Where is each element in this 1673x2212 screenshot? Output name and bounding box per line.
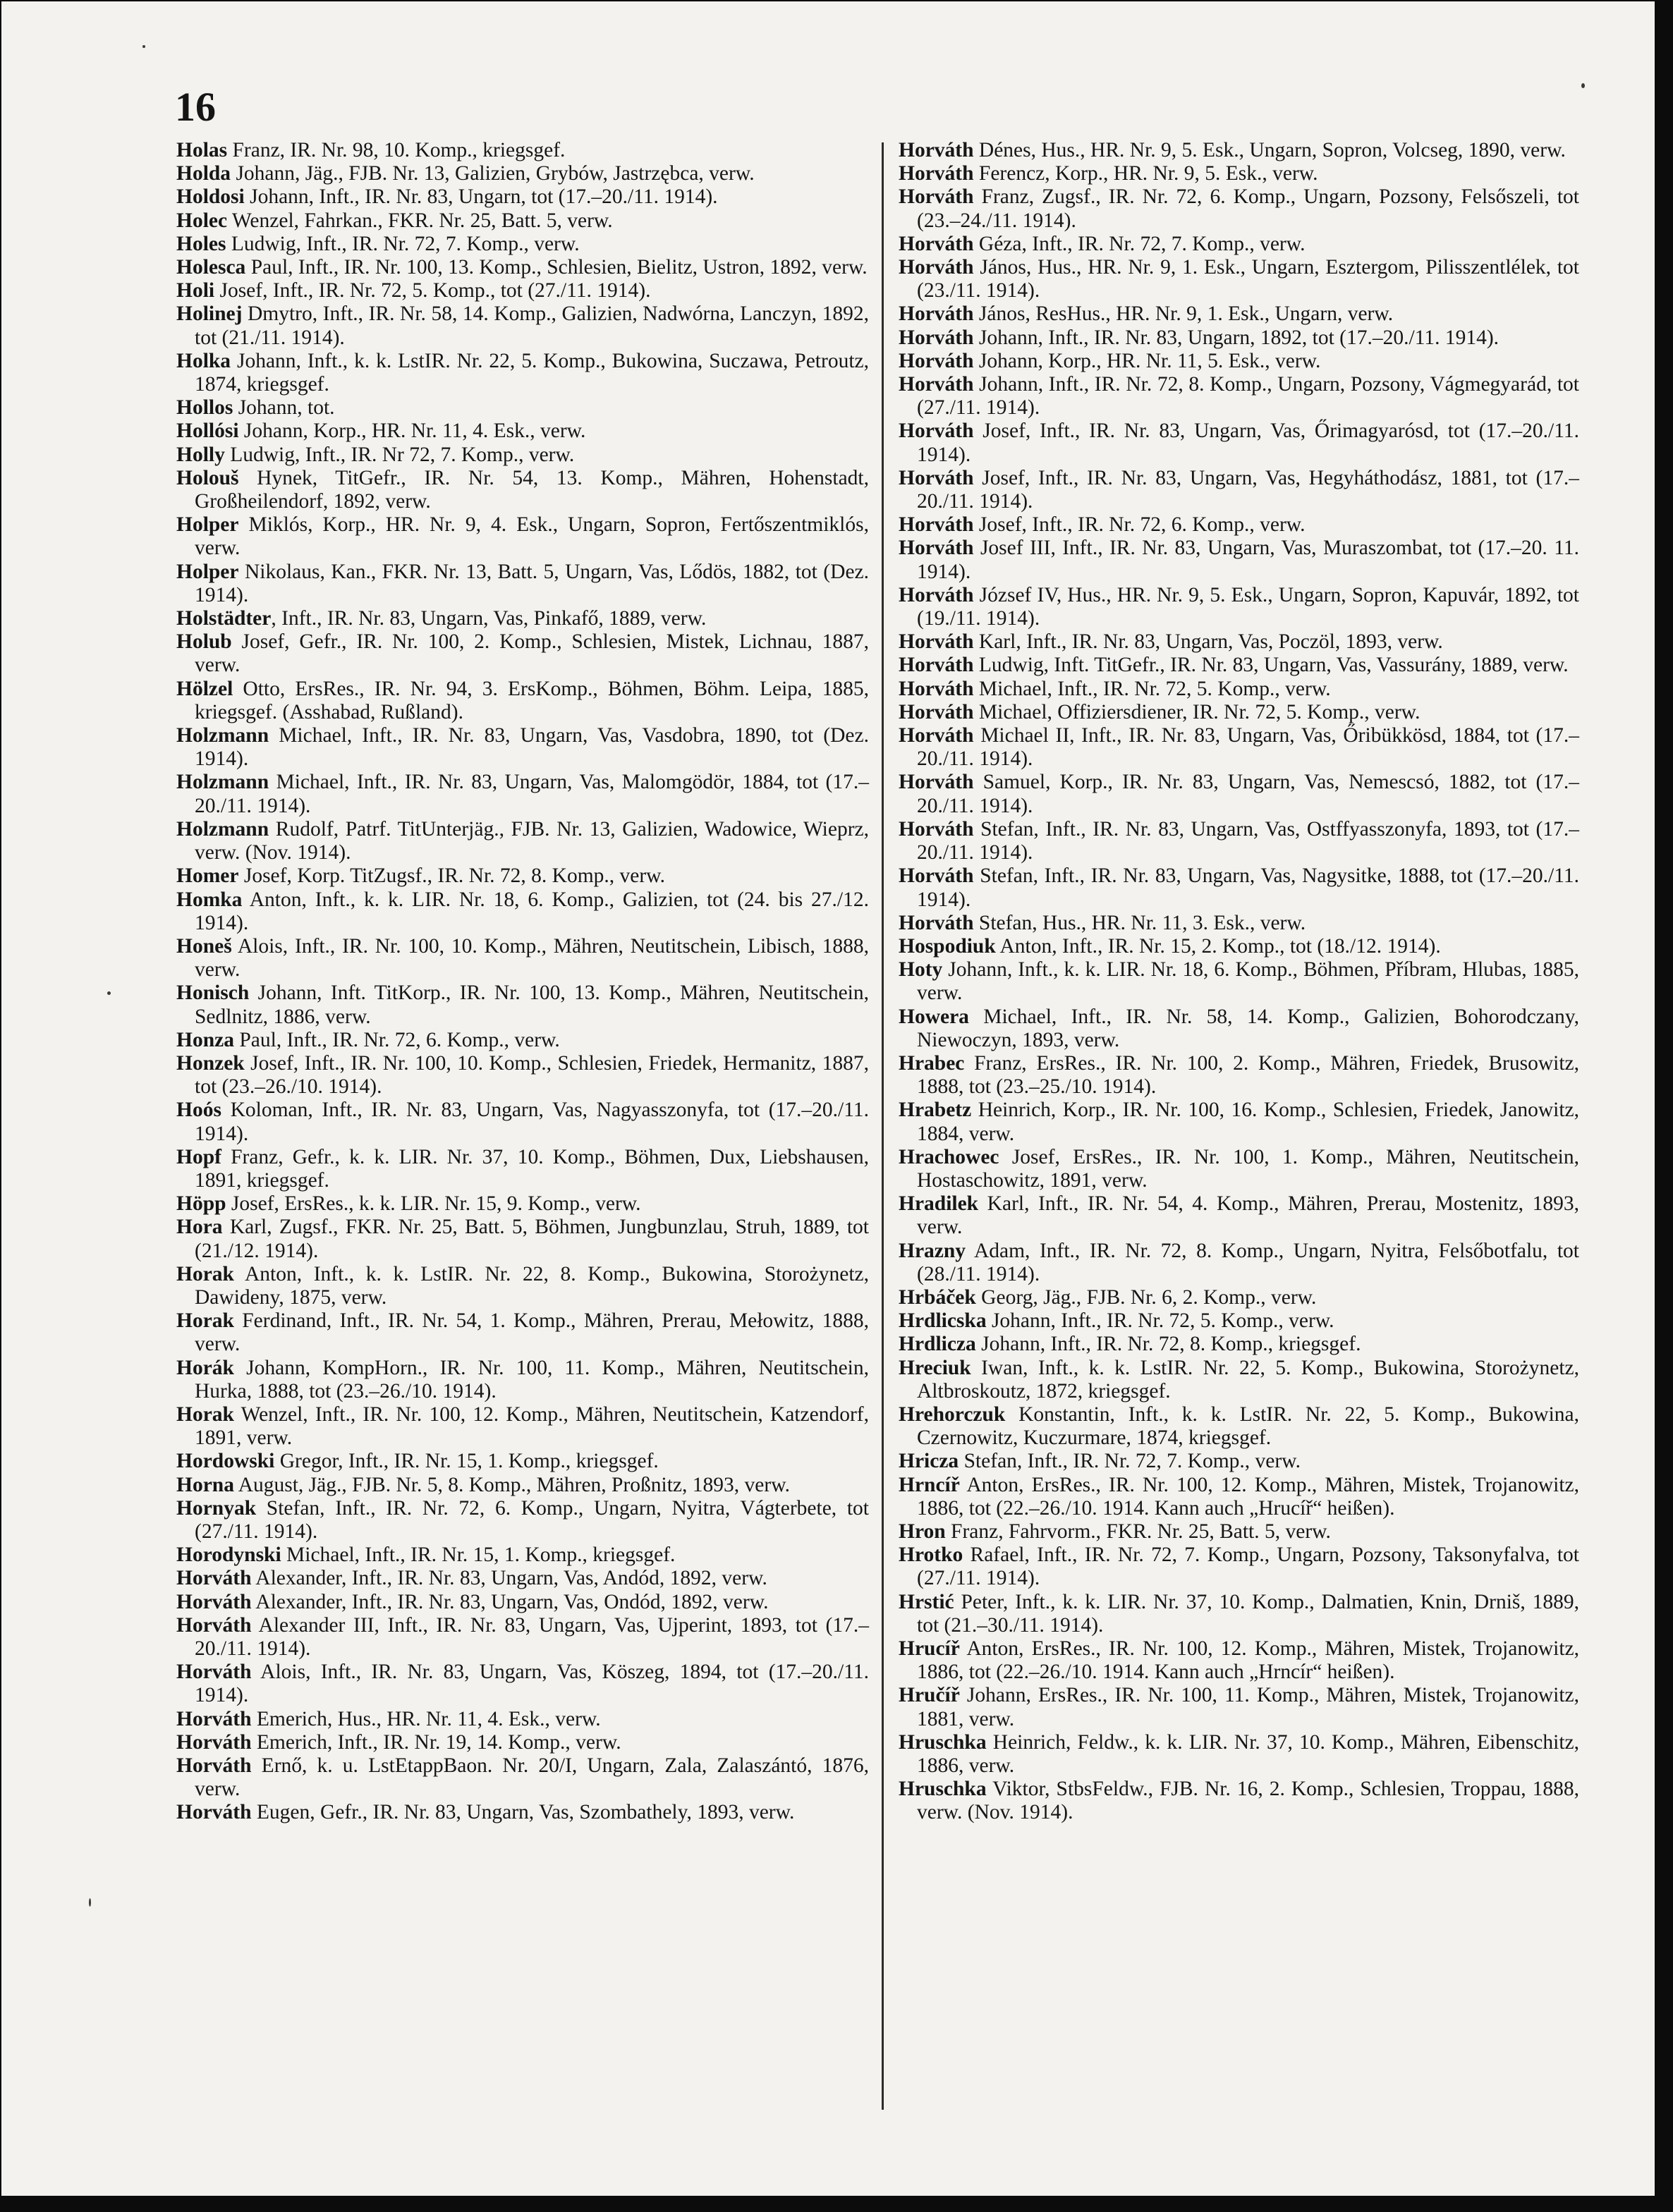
- register-entry: [176, 1497, 869, 1544]
- entry-details: Johann, Inft., IR. Nr. 83, Ungarn, tot (17.–20./11. 1914).: [244, 185, 718, 209]
- register-entry: [899, 373, 1579, 420]
- entry-surname: Horváth: [899, 420, 974, 443]
- entry-surname: Holinej: [176, 303, 243, 326]
- entry-surname: Horváth: [899, 724, 974, 747]
- entry-surname: Horák: [176, 1356, 234, 1379]
- register-entry: [176, 444, 869, 467]
- register-entry: [899, 1403, 1579, 1450]
- entry-details: Paul, Inft., IR. Nr. 100, 13. Komp., Schlesien, Bielitz, Ustron, 1892, verw.: [245, 256, 868, 279]
- entry-surname: Hrazny: [899, 1239, 966, 1262]
- entry-surname: Hospodiuk: [899, 934, 996, 958]
- entry-surname: Hručíř: [899, 1684, 960, 1707]
- register-entry: [176, 888, 869, 935]
- entry-details: Wenzel, Inft., IR. Nr. 100, 12. Komp., Mähren, Neutitschein, Katzendorf, 1891, verw.: [195, 1403, 869, 1450]
- register-entry: [176, 209, 869, 233]
- entry-details: Johann, Inft., IR. Nr. 72, 8. Komp., kriegsgef.: [975, 1333, 1361, 1356]
- entry-surname: Holouš: [176, 466, 239, 489]
- entry-details: Anton, Inft., IR. Nr. 15, 2. Komp., tot (18./12. 1914).: [995, 934, 1441, 958]
- entry-surname: Honza: [176, 1028, 234, 1051]
- entry-surname: Horváth: [899, 864, 974, 888]
- register-entry: [899, 912, 1579, 935]
- entry-details: Heinrich, Feldw., k. k. LIR. Nr. 37, 10. Komp., Mähren, Eibenschitz, 1886, verw.: [917, 1730, 1579, 1778]
- entry-surname: Horváth: [899, 817, 974, 841]
- register-entry: [899, 1731, 1579, 1778]
- entry-surname: Holzmann: [176, 724, 269, 747]
- entry-details: Anton, ErsRes., IR. Nr. 100, 12. Komp., Mähren, Mistek, Trojanowitz, 1886, tot (22.–26./10. 1914. Kann auch „Hrucíř“ heißen).: [917, 1473, 1579, 1520]
- entry-details: Josef, ErsRes., IR. Nr. 100, 1. Komp., Mähren, Neutitschein, Hostaschowitz, 1891, verw.: [917, 1145, 1579, 1192]
- entry-details: Franz, Gefr., k. k. LIR. Nr. 37, 10. Komp., Böhmen, Dux, Liebshausen, 1891, kriegsgef.: [195, 1145, 869, 1192]
- scan-speck: [89, 1898, 91, 1907]
- register-entry: [176, 1357, 869, 1403]
- register-entry: [176, 630, 869, 677]
- register-entry: [176, 935, 869, 982]
- entry-details: Paul, Inft., IR. Nr. 72, 6. Komp., verw.: [233, 1028, 560, 1051]
- register-entry: [176, 396, 869, 420]
- register-entry: [176, 279, 869, 303]
- entry-surname: Hölzel: [176, 677, 233, 700]
- entry-details: Koloman, Inft., IR. Nr. 83, Ungarn, Vas, Nagyasszonyfa, tot (17.–20./11. 1914).: [195, 1099, 869, 1145]
- entry-details: Josef, Inft., IR. Nr. 83, Ungarn, Vas, Hegyháthodász, 1881, tot (17.–20./11. 1914).: [917, 466, 1579, 513]
- register-entry: [176, 771, 869, 817]
- entry-details: Michael, Inft., IR. Nr. 83, Ungarn, Vas, Malomgödör, 1884, tot (17.–20./11. 1914).: [195, 771, 869, 817]
- entry-surname: Horváth: [899, 654, 974, 677]
- entry-surname: Horak: [176, 1309, 234, 1333]
- entry-details: Josef, Korp. TitZugsf., IR. Nr. 72, 8. Komp., verw.: [238, 864, 665, 888]
- register-entry: [899, 350, 1579, 373]
- entry-details: Michael, Inft., IR. Nr. 72, 5. Komp., verw.: [973, 677, 1331, 700]
- register-entry: [176, 1591, 869, 1614]
- entry-details: Wenzel, Fahrkan., FKR. Nr. 25, Batt. 5, verw.: [227, 209, 613, 232]
- register-entry: [176, 256, 869, 279]
- entry-details: Alexander, Inft., IR. Nr. 83, Ungarn, Vas, Andód, 1892, verw.: [251, 1567, 767, 1590]
- entry-details: Emerich, Inft., IR. Nr. 19, 14. Komp., verw.: [251, 1730, 621, 1754]
- entry-details: Johann, tot.: [233, 396, 335, 420]
- entry-surname: Horváth: [899, 139, 974, 161]
- register-entry: [899, 1192, 1579, 1239]
- entry-surname: Holesca: [176, 256, 246, 279]
- entry-details: Stefan, Inft., IR. Nr. 72, 6. Komp., Ungarn, Nyitra, Vágterbete, tot (27./11. 1914).: [195, 1496, 869, 1543]
- entry-details: Peter, Inft., k. k. LIR. Nr. 37, 10. Komp., Dalmatien, Knin, Drniš, 1889, tot (21.–30./11. 1914).: [917, 1590, 1579, 1637]
- entry-surname: Holi: [176, 279, 215, 303]
- entry-surname: Horváth: [899, 303, 974, 326]
- entry-surname: Horváth: [176, 1730, 252, 1754]
- register-entry: [176, 1029, 869, 1052]
- register-entry: [176, 1708, 869, 1731]
- entry-surname: Hopf: [176, 1145, 221, 1168]
- entry-details: Anton, Inft., k. k. LIR. Nr. 18, 6. Komp., Galizien, tot (24. bis 27./12. 1914).: [195, 888, 869, 934]
- scan-speck: [1581, 83, 1585, 88]
- register-entry: [899, 256, 1579, 303]
- entry-details: Emerich, Hus., HR. Nr. 11, 4. Esk., verw.: [251, 1707, 601, 1730]
- entry-details: Nikolaus, Kan., FKR. Nr. 13, Batt. 5, Ungarn, Vas, Lődös, 1882, tot (Dez. 1914).: [195, 560, 869, 606]
- register-entry: [176, 513, 869, 560]
- entry-details: Johann, Inft., IR. Nr. 83, Ungarn, 1892, tot (17.–20./11. 1914).: [973, 326, 1499, 349]
- entry-surname: Honeš: [176, 934, 232, 958]
- entry-details: Johann, Inft., k. k. LstIR. Nr. 22, 5. Komp., Bukowina, Suczawa, Petroutz, 1874, kriegsgef.: [195, 349, 869, 396]
- entry-details: Stefan, Inft., IR. Nr. 72, 7. Komp., verw.: [959, 1450, 1301, 1473]
- left-column: [176, 139, 869, 1825]
- entry-surname: Horváth: [176, 1661, 252, 1684]
- entry-surname: Höpp: [176, 1192, 226, 1216]
- entry-details: Ernő, k. u. LstEtappBaon. Nr. 20/I, Ungarn, Zala, Zalaszántó, 1876, verw.: [195, 1754, 869, 1801]
- register-entry: [899, 1778, 1579, 1824]
- entry-details: Ludwig, Inft., IR. Nr. 72, 7. Komp., verw.: [226, 232, 580, 255]
- register-entry: [176, 185, 869, 209]
- entry-details: Gregor, Inft., IR. Nr. 15, 1. Komp., kriegsgef.: [274, 1450, 659, 1473]
- entry-surname: Holper: [176, 513, 239, 537]
- entry-details: Géza, Inft., IR. Nr. 72, 7. Komp., verw.: [973, 232, 1306, 255]
- entry-details: Dénes, Hus., HR. Nr. 9, 5. Esk., Ungarn, Sopron, Volcseg, 1890, verw.: [973, 139, 1566, 161]
- entry-details: Anton, ErsRes., IR. Nr. 100, 12. Komp., Mähren, Mistek, Trojanowitz, 1886, tot (22.–26./10. 1914. Kann auch „Hrncír“ heißen).: [917, 1637, 1579, 1684]
- register-entry: [899, 724, 1579, 771]
- register-entry: [899, 1474, 1579, 1520]
- entry-surname: Howera: [899, 1005, 969, 1028]
- entry-surname: Hrotko: [899, 1544, 963, 1567]
- right-column: [899, 139, 1579, 1825]
- entry-details: Michael, Inft., IR. Nr. 15, 1. Komp., kriegsgef.: [281, 1544, 676, 1567]
- entry-details: Samuel, Korp., IR. Nr. 83, Ungarn, Vas, Nemescsó, 1882, tot (17.–20./11. 1914).: [917, 771, 1579, 817]
- entry-details: Eugen, Gefr., IR. Nr. 83, Ungarn, Vas, Szombathely, 1893, verw.: [251, 1801, 795, 1824]
- scan-speck: [142, 45, 145, 48]
- register-entry: [176, 1309, 869, 1356]
- entry-details: Ludwig, Inft., IR. Nr 72, 7. Komp., verw.: [224, 443, 575, 466]
- register-entry: [899, 233, 1579, 256]
- register-entry: [899, 467, 1579, 513]
- entry-surname: Hrstić: [899, 1590, 954, 1613]
- register-entry: [176, 1146, 869, 1192]
- entry-surname: Holstädter: [176, 607, 272, 630]
- entry-details: Alexander III, Inft., IR. Nr. 83, Ungarn, Vas, Ujperint, 1893, tot (17.–20./11. 1914).: [195, 1613, 869, 1660]
- register-entry: [176, 1052, 869, 1099]
- entry-details: Miklós, Korp., HR. Nr. 9, 4. Esk., Ungarn, Sopron, Fertőszentmiklós, verw.: [195, 513, 869, 560]
- entry-surname: Horak: [176, 1262, 234, 1285]
- register-entry: [899, 420, 1579, 466]
- register-entry: [899, 1333, 1579, 1356]
- entry-details: , Inft., IR. Nr. 83, Ungarn, Vas, Pinkafő, 1889, verw.: [271, 607, 707, 630]
- entry-surname: Hornyak: [176, 1496, 257, 1520]
- entry-surname: Hruschka: [899, 1778, 987, 1801]
- entry-details: Alexander, Inft., IR. Nr. 83, Ungarn, Vas, Ondód, 1892, verw.: [251, 1590, 769, 1613]
- entry-details: Johann, Inft., IR. Nr. 72, 5. Komp., verw.: [986, 1309, 1334, 1333]
- entry-surname: Hreciuk: [899, 1356, 971, 1379]
- entry-surname: Horváth: [899, 677, 974, 700]
- entry-surname: Horváth: [899, 162, 974, 185]
- register-entry: [176, 1544, 869, 1567]
- entry-details: Iwan, Inft., k. k. LstIR. Nr. 22, 5. Komp., Bukowina, Storożynetz, Altbroskoutz, 1872, kriegsgef.: [917, 1356, 1579, 1403]
- entry-details: Josef, Inft., IR. Nr. 100, 10. Komp., Schlesien, Friedek, Hermanitz, 1887, tot (23.–26./10. 1914).: [195, 1051, 869, 1099]
- register-entry: [176, 1192, 869, 1216]
- entry-surname: Hrdlicza: [899, 1333, 976, 1356]
- entry-surname: Holzmann: [176, 817, 269, 841]
- entry-details: Stefan, Hus., HR. Nr. 11, 3. Esk., verw.: [973, 911, 1306, 934]
- entry-details: Adam, Inft., IR. Nr. 72, 8. Komp., Ungarn, Nyitra, Felsőbotfalu, tot (28./11. 1914).: [917, 1239, 1579, 1285]
- entry-details: Michael, Inft., IR. Nr. 83, Ungarn, Vas, Vasdobra, 1890, tot (Dez. 1914).: [195, 724, 869, 771]
- entry-details: Georg, Jäg., FJB. Nr. 6, 2. Komp., verw.: [975, 1285, 1317, 1309]
- entry-surname: Honzek: [176, 1051, 245, 1075]
- entry-surname: Horváth: [899, 771, 974, 794]
- entry-details: Franz, Fahrvorm., FKR. Nr. 25, Batt. 5, verw.: [945, 1520, 1331, 1543]
- entry-details: Rafael, Inft., IR. Nr. 72, 7. Komp., Ungarn, Pozsony, Taksonyfalva, tot (27./11. 1914).: [917, 1544, 1579, 1590]
- register-entry: [899, 162, 1579, 185]
- entry-details: János, Hus., HR. Nr. 9, 1. Esk., Ungarn, Esztergom, Pilisszentlélek, tot (23./11. 1914).: [917, 256, 1579, 303]
- register-entry: [176, 1754, 869, 1801]
- entry-details: Josef, Inft., IR. Nr. 72, 6. Komp., verw.: [973, 513, 1306, 537]
- register-entry: [899, 303, 1579, 326]
- register-entry: [176, 1099, 869, 1145]
- entry-details: Johann, ErsRes., IR. Nr. 100, 11. Komp., Mähren, Mistek, Trojanowitz, 1881, verw.: [917, 1684, 1579, 1730]
- register-entry: [176, 1403, 869, 1450]
- register-entry: [899, 1146, 1579, 1192]
- register-entry: [176, 1801, 869, 1824]
- entry-surname: Horváth: [899, 185, 974, 209]
- entry-details: Alois, Inft., IR. Nr. 100, 10. Komp., Mähren, Neutitschein, Libisch, 1888, verw.: [195, 934, 869, 982]
- entry-surname: Horváth: [176, 1801, 252, 1824]
- entry-details: Josef III, Inft., IR. Nr. 83, Ungarn, Vas, Muraszombat, tot (17.–20. 11. 1914).: [917, 537, 1579, 583]
- register-entry: [176, 303, 869, 349]
- entry-surname: Hricza: [899, 1450, 959, 1473]
- entry-surname: Horváth: [176, 1613, 252, 1637]
- entry-surname: Homer: [176, 864, 239, 888]
- entry-details: Franz, Zugsf., IR. Nr. 72, 6. Komp., Ungarn, Pozsony, Felsőszeli, tot (23.–24./11. 1914).: [917, 185, 1579, 232]
- register-entry: [899, 771, 1579, 817]
- entry-surname: Hrucíř: [899, 1637, 960, 1660]
- register-entry: [176, 467, 869, 513]
- entry-surname: Horváth: [899, 256, 974, 279]
- entry-details: Karl, Zugsf., FKR. Nr. 25, Batt. 5, Böhmen, Jungbunzlau, Struh, 1889, tot (21./12. 1914).: [195, 1216, 869, 1262]
- register-entry: [899, 139, 1579, 162]
- register-entry: [899, 1684, 1579, 1730]
- entry-surname: Holka: [176, 349, 231, 372]
- entry-surname: Hrdlicska: [899, 1309, 987, 1333]
- entry-surname: Holdosi: [176, 185, 245, 209]
- entry-surname: Horváth: [899, 232, 974, 255]
- entry-surname: Horváth: [176, 1567, 252, 1590]
- register-entry: [176, 1567, 869, 1590]
- register-entry: [176, 233, 869, 256]
- register-entry: [176, 982, 869, 1028]
- entry-details: Stefan, Inft., IR. Nr. 83, Ungarn, Vas, Ostffyasszonyfa, 1893, tot (17.–20./11. 1914).: [917, 817, 1579, 864]
- register-entry: [176, 1661, 869, 1707]
- entry-surname: Hollósi: [176, 420, 239, 443]
- register-entry: [176, 864, 869, 888]
- register-entry: [899, 1309, 1579, 1333]
- register-entry: [176, 1731, 869, 1754]
- entry-details: Johann, Inft., IR. Nr. 72, 8. Komp., Ungarn, Pozsony, Vágmegyarád, tot (27./11. 1914).: [917, 373, 1579, 420]
- entry-surname: Horváth: [899, 349, 974, 372]
- entry-surname: Horváth: [899, 537, 974, 560]
- register-entry: [899, 326, 1579, 350]
- entry-surname: Holly: [176, 443, 225, 466]
- register-entry: [899, 935, 1579, 958]
- entry-surname: Holda: [176, 162, 231, 185]
- entry-surname: Horváth: [899, 373, 974, 396]
- entry-details: József IV, Hus., HR. Nr. 9, 5. Esk., Ungarn, Sopron, Kapuvár, 1892, tot (19./11. 1914).: [917, 583, 1579, 630]
- register-entry: [899, 958, 1579, 1005]
- entry-details: Karl, Inft., IR. Nr. 83, Ungarn, Vas, Poczöl, 1893, verw.: [973, 630, 1443, 654]
- register-entry: [899, 654, 1579, 677]
- register-entry: [176, 420, 869, 443]
- register-entry: [899, 630, 1579, 654]
- register-entry: [899, 1052, 1579, 1099]
- entry-surname: Holec: [176, 209, 228, 232]
- register-entry: [176, 350, 869, 396]
- entry-surname: Hrabetz: [899, 1099, 972, 1122]
- register-entry: [899, 1357, 1579, 1403]
- entry-details: Johann, Jäg., FJB. Nr. 13, Galizien, Grybów, Jastrzębca, verw.: [231, 162, 755, 185]
- scanned-page: [1, 1, 1655, 2196]
- entry-surname: Hollos: [176, 396, 233, 420]
- column-divider: [882, 142, 884, 2110]
- register-entry: [899, 1240, 1579, 1286]
- entry-surname: Hrbáček: [899, 1285, 976, 1309]
- register-entry: [899, 1520, 1579, 1544]
- entry-surname: Horak: [176, 1403, 234, 1426]
- entry-surname: Hrncíř: [899, 1473, 960, 1496]
- entry-surname: Horváth: [899, 700, 974, 723]
- register-entry: [899, 185, 1579, 232]
- register-entry: [899, 1099, 1579, 1145]
- entry-surname: Horváth: [899, 583, 974, 606]
- entry-surname: Horváth: [176, 1707, 252, 1730]
- entry-surname: Hron: [899, 1520, 946, 1543]
- register-entry: [899, 1591, 1579, 1637]
- entry-details: Josef, ErsRes., k. k. LIR. Nr. 15, 9. Komp., verw.: [226, 1192, 641, 1216]
- register-entry: [176, 607, 869, 630]
- entry-surname: Holes: [176, 232, 226, 255]
- entry-details: Josef, Inft., IR. Nr. 83, Ungarn, Vas, Őrimagyarósd, tot (17.–20./11. 1914).: [917, 420, 1579, 466]
- entry-surname: Hoty: [899, 958, 943, 982]
- entry-surname: Holzmann: [176, 771, 269, 794]
- register-entry: [176, 1216, 869, 1262]
- register-entry: [899, 1637, 1579, 1684]
- register-entry: [176, 561, 869, 607]
- entry-details: Ferdinand, Inft., IR. Nr. 54, 1. Komp., Mähren, Prerau, Mełowitz, 1888, verw.: [195, 1309, 869, 1356]
- entry-surname: Hora: [176, 1216, 223, 1239]
- register-entry: [899, 1450, 1579, 1473]
- entry-details: Josef, Inft., IR. Nr. 72, 5. Komp., tot (27./11. 1914).: [214, 279, 651, 303]
- entry-surname: Hrachowec: [899, 1145, 999, 1168]
- entry-details: Anton, Inft., k. k. LstIR. Nr. 22, 8. Komp., Bukowina, Storożynetz, Dawideny, 1875, verw.: [195, 1262, 869, 1309]
- entry-details: Michael, Inft., IR. Nr. 58, 14. Komp., Galizien, Bohorodczany, Niewoczyn, 1893, verw.: [917, 1005, 1579, 1051]
- entry-details: Rudolf, Patrf. TitUnterjäg., FJB. Nr. 13, Galizien, Wadowice, Wieprz, verw. (Nov. 1914).: [195, 817, 869, 864]
- entry-details: Heinrich, Korp., IR. Nr. 100, 16. Komp., Schlesien, Friedek, Janowitz, 1884, verw.: [917, 1099, 1579, 1145]
- register-entry: [176, 139, 869, 162]
- register-entry: [899, 678, 1579, 701]
- entry-details: Ferencz, Korp., HR. Nr. 9, 5. Esk., verw.: [973, 162, 1318, 185]
- entry-details: Johann, Inft. TitKorp., IR. Nr. 100, 13. Komp., Mähren, Neutitschein, Sedlnitz, 1886, verw.: [195, 982, 869, 1028]
- entry-surname: Hrehorczuk: [899, 1403, 1006, 1426]
- register-entry: [899, 1544, 1579, 1590]
- register-entry: [899, 513, 1579, 537]
- entry-surname: Holub: [176, 630, 232, 654]
- register-entry: [899, 1006, 1579, 1052]
- entry-details: Franz, ErsRes., IR. Nr. 100, 2. Komp., Mähren, Friedek, Brusowitz, 1888, tot (23.–25./10. 1914).: [917, 1051, 1579, 1099]
- entry-details: Konstantin, Inft., k. k. LstIR. Nr. 22, 5. Komp., Bukowina, Czernowitz, Kuczurmare, 1874, kriegsgef.: [917, 1403, 1579, 1450]
- entry-details: Michael II, Inft., IR. Nr. 83, Ungarn, Vas, Őribükkösd, 1884, tot (17.–20./11. 1914).: [917, 724, 1579, 771]
- register-entry: [176, 1450, 869, 1473]
- entry-surname: Horváth: [176, 1590, 252, 1613]
- entry-details: Johann, KompHorn., IR. Nr. 100, 11. Komp., Mähren, Neutitschein, Hurka, 1888, tot (23.–26./10. 1914).: [195, 1356, 869, 1403]
- entry-surname: Holper: [176, 560, 239, 583]
- entry-details: János, ResHus., HR. Nr. 9, 1. Esk., Ungarn, verw.: [973, 303, 1394, 326]
- entry-details: Stefan, Inft., IR. Nr. 83, Ungarn, Vas, Nagysitke, 1888, tot (17.–20./11. 1914).: [917, 864, 1579, 911]
- entry-surname: Homka: [176, 888, 243, 911]
- entry-details: Alois, Inft., IR. Nr. 83, Ungarn, Vas, Köszeg, 1894, tot (17.–20./11. 1914).: [195, 1661, 869, 1707]
- register-entry: [176, 1614, 869, 1661]
- entry-surname: Honisch: [176, 982, 250, 1005]
- register-entry: [176, 1263, 869, 1309]
- entry-details: Franz, IR. Nr. 98, 10. Komp., kriegsgef.: [227, 139, 566, 161]
- entry-surname: Horna: [176, 1473, 234, 1496]
- entry-details: Johann, Korp., HR. Nr. 11, 4. Esk., verw.: [238, 420, 586, 443]
- entry-surname: Horodynski: [176, 1544, 281, 1567]
- register-entry: [176, 818, 869, 864]
- entry-surname: Hruschka: [899, 1730, 987, 1754]
- entry-details: Karl, Inft., IR. Nr. 54, 4. Komp., Mähren, Prerau, Mostenitz, 1893, verw.: [917, 1192, 1579, 1239]
- page-number: 16: [175, 84, 216, 130]
- entry-surname: Horváth: [176, 1754, 252, 1778]
- register-entry: [899, 701, 1579, 724]
- entry-surname: Hordowski: [176, 1450, 275, 1473]
- entry-surname: Horváth: [899, 513, 974, 537]
- entry-details: Otto, ErsRes., IR. Nr. 94, 3. ErsKomp., Böhmen, Böhm. Leipa, 1885, kriegsgef. (Asshabad, Rußland).: [195, 677, 869, 723]
- entry-surname: Holas: [176, 139, 228, 161]
- entry-details: Viktor, StbsFeldw., FJB. Nr. 16, 2. Komp., Schlesien, Troppau, 1888, verw. (Nov. 1914).: [917, 1778, 1579, 1824]
- register-entry: [899, 818, 1579, 864]
- entry-surname: Hrabec: [899, 1051, 965, 1075]
- register-entry: [899, 864, 1579, 911]
- register-entry: [176, 162, 869, 185]
- entry-details: Ludwig, Inft. TitGefr., IR. Nr. 83, Ungarn, Vas, Vassurány, 1889, verw.: [973, 654, 1569, 677]
- register-entry: [176, 1474, 869, 1497]
- entry-details: Josef, Gefr., IR. Nr. 100, 2. Komp., Schlesien, Mistek, Lichnau, 1887, verw.: [195, 630, 869, 677]
- entry-details: Johann, Inft., k. k. LIR. Nr. 18, 6. Komp., Böhmen, Příbram, Hlubas, 1885, verw.: [917, 958, 1579, 1005]
- entry-surname: Hradilek: [899, 1192, 979, 1216]
- register-entry: [899, 537, 1579, 583]
- entry-surname: Horváth: [899, 911, 974, 934]
- register-entry: [176, 678, 869, 724]
- register-entry: [176, 724, 869, 771]
- entry-surname: Horváth: [899, 630, 974, 654]
- entry-surname: Hoós: [176, 1099, 221, 1122]
- entry-details: Johann, Korp., HR. Nr. 11, 5. Esk., verw.: [973, 349, 1321, 372]
- entry-details: Michael, Offiziersdiener, IR. Nr. 72, 5. Komp., verw.: [973, 700, 1420, 723]
- entry-surname: Horváth: [899, 466, 974, 489]
- entry-details: Hynek, TitGefr., IR. Nr. 54, 13. Komp., Mähren, Hohenstadt, Großheilendorf, 1892, verw.: [195, 466, 869, 513]
- entry-surname: Horváth: [899, 326, 974, 349]
- register-entry: [899, 1286, 1579, 1309]
- entry-details: Dmytro, Inft., IR. Nr. 58, 14. Komp., Galizien, Nadwórna, Lanczyn, 1892, tot (21./11. 1914).: [195, 303, 869, 349]
- scan-speck: [107, 991, 111, 995]
- entry-details: August, Jäg., FJB. Nr. 5, 8. Komp., Mähren, Proßnitz, 1893, verw.: [233, 1473, 790, 1496]
- register-entry: [899, 584, 1579, 630]
